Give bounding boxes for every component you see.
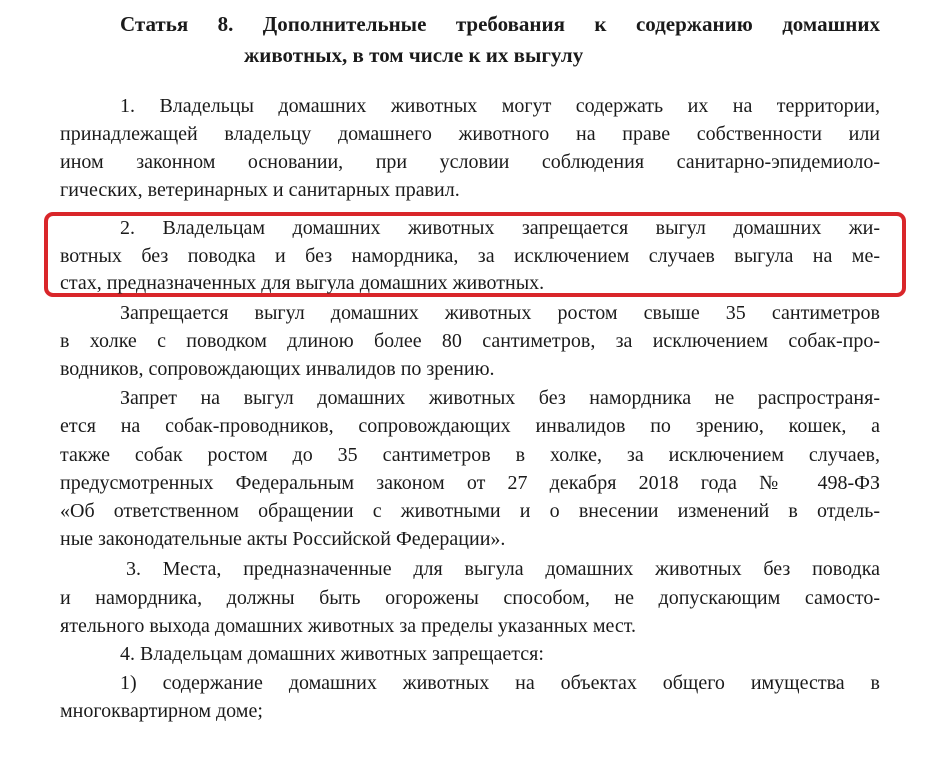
paragraph-4-line-1: Запрет на выгул домашних животных без намордника не распространя- <box>120 387 880 409</box>
paragraph-1-line-1: 1. Владельцы домашних животных могут содержать их на территории, <box>120 95 880 117</box>
paragraph-1-line-3: ином законном основании, при условии соблюдения санитарно-эпидемиоло- <box>60 151 880 173</box>
paragraph-4-line-4: предусмотренных Федеральным законом от 27 декабря 2018 года № 498-ФЗ <box>60 472 880 494</box>
paragraph-2-line-1: 2. Владельцам домашних животных запрещается выгул домашних жи- <box>120 217 880 239</box>
paragraph-4-line-5: «Об ответственном обращении с животными и о внесении изменений в отдель- <box>60 500 880 522</box>
paragraph-4-line-2: ется на собак-проводников, сопровождающих инвалидов по зрению, кошек, а <box>60 415 880 437</box>
paragraph-3-line-2: в холке с поводком длиною более 80 сантиметров, за исключением собак-про- <box>60 330 880 352</box>
paragraph-7-line-2: многоквартирном доме; <box>60 700 263 722</box>
paragraph-1-line-2: принадлежащей владельцу домашнего животного на праве собственности или <box>60 123 880 145</box>
paragraph-3-line-1: Запрещается выгул домашних животных ростом свыше 35 сантиметров <box>120 302 880 324</box>
paragraph-5-line-3: ятельного выхода домашних животных за пределы указанных мест. <box>60 615 636 637</box>
paragraph-5-line-2: и намордника, должны быть огорожены способом, не допускающим самосто- <box>60 587 880 609</box>
paragraph-3-line-3: водников, сопровождающих инвалидов по зрению. <box>60 358 495 380</box>
article-title-line-2: животных, в том числе к их выгулу <box>244 43 584 67</box>
paragraph-4-line-6: ные законодательные акты Российской Федерации». <box>60 528 506 550</box>
paragraph-4-line-3: также собак ростом до 35 сантиметров в холке, за исключением случаев, <box>60 444 880 466</box>
paragraph-1-line-4: гических, ветеринарных и санитарных правил. <box>60 179 460 201</box>
paragraph-6-line-1: 4. Владельцам домашних животных запрещается: <box>120 643 544 665</box>
paragraph-2-line-3: стах, предназначенных для выгула домашних животных. <box>60 272 545 294</box>
paragraph-2-line-2: вотных без поводка и без намордника, за исключением случаев выгула на ме- <box>60 245 880 267</box>
article-title-line-1: Статья 8. Дополнительные требования к содержанию домашних <box>120 12 880 36</box>
paragraph-7-line-1: 1) содержание домашних животных на объектах общего имущества в <box>120 672 880 694</box>
paragraph-5-line-1: 3. Места, предназначенные для выгула домашних животных без поводка <box>126 558 880 580</box>
